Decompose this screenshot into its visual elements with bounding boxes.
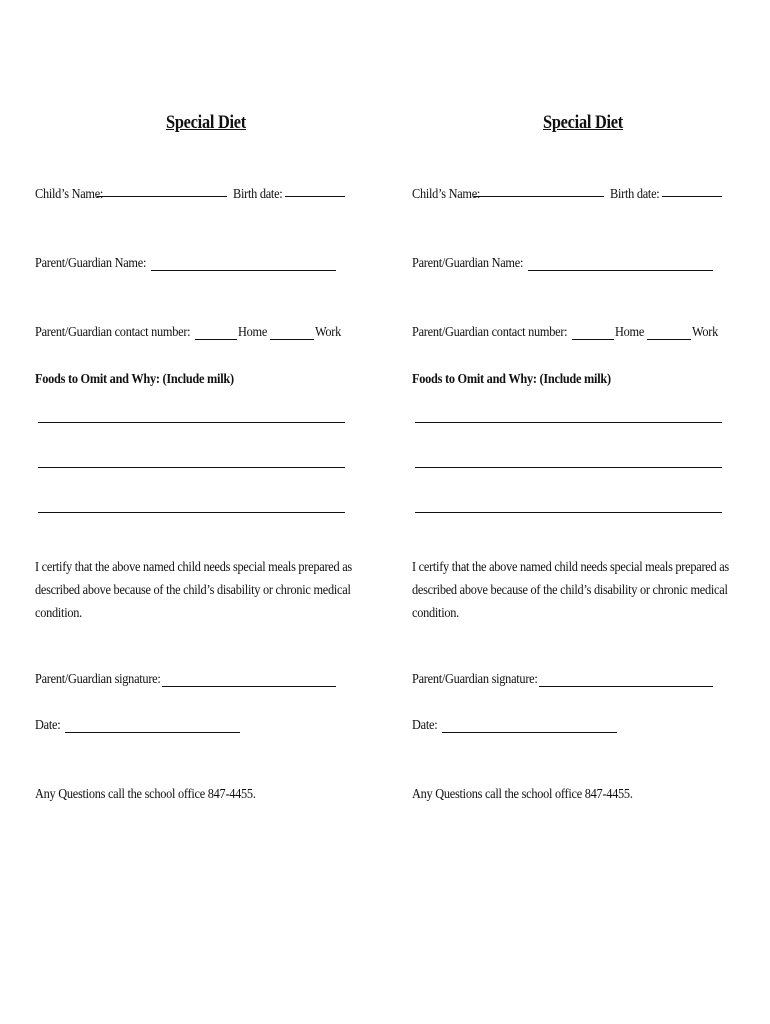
certify-text: I certify that the above named child needs special meals prepared as described above because of the child’s disability or chronic medical condition.: [35, 560, 352, 621]
form-title: Special Diet: [543, 112, 623, 133]
home-number-field[interactable]: [195, 339, 237, 340]
certify-text: I certify that the above named child needs special meals prepared as described above because of the child’s disability or chronic medical condition.: [412, 560, 729, 621]
birth-date-field[interactable]: [285, 196, 345, 197]
signature-label: Parent/Guardian signature:: [412, 672, 538, 687]
certify-paragraph: [412, 556, 742, 625]
parent-name-field[interactable]: [151, 270, 336, 271]
contact-row: [412, 325, 589, 341]
work-label: Work: [315, 325, 342, 340]
childs-name-field[interactable]: [474, 196, 604, 197]
questions-row: [412, 787, 663, 803]
questions-text: Any Questions call the school office 847-4455.: [412, 787, 633, 802]
birth-date-field[interactable]: [662, 196, 722, 197]
parent-name-label: Parent/Guardian Name:: [412, 256, 524, 271]
signature-label: Parent/Guardian signature:: [35, 672, 161, 687]
birth-date-label: Birth date:: [610, 187, 660, 202]
birth-date-row: [610, 187, 666, 203]
childs-name-label: Child’s Name:: [35, 187, 104, 202]
special-diet-form-left: [35, 0, 355, 1024]
date-row: [412, 718, 441, 734]
date-row: [35, 718, 64, 734]
childs-name-label: Child’s Name:: [412, 187, 481, 202]
foods-line-3[interactable]: [38, 512, 345, 513]
foods-line-1[interactable]: [415, 422, 722, 423]
parent-name-row: [412, 256, 538, 272]
childs-name-field[interactable]: [97, 196, 227, 197]
home-label-row: [615, 325, 648, 341]
date-field[interactable]: [442, 732, 617, 733]
work-number-field[interactable]: [270, 339, 314, 340]
foods-line-1[interactable]: [38, 422, 345, 423]
work-number-field[interactable]: [647, 339, 691, 340]
form-title: Special Diet: [166, 112, 246, 133]
foods-label: Foods to Omit and Why: (Include milk): [412, 372, 611, 387]
foods-label: Foods to Omit and Why: (Include milk): [35, 372, 234, 387]
contact-label: Parent/Guardian contact number:: [35, 325, 191, 340]
date-field[interactable]: [65, 732, 240, 733]
date-label: Date:: [35, 718, 61, 733]
date-label: Date:: [412, 718, 438, 733]
contact-row: [35, 325, 212, 341]
foods-line-2[interactable]: [38, 467, 345, 468]
home-number-field[interactable]: [572, 339, 614, 340]
foods-line-2[interactable]: [415, 467, 722, 468]
questions-row: [35, 787, 286, 803]
questions-text: Any Questions call the school office 847-4455.: [35, 787, 256, 802]
parent-name-field[interactable]: [528, 270, 713, 271]
birth-date-row: [233, 187, 289, 203]
foods-line-3[interactable]: [415, 512, 722, 513]
parent-name-label: Parent/Guardian Name:: [35, 256, 147, 271]
parent-name-row: [35, 256, 161, 272]
home-label: Home: [615, 325, 645, 340]
signature-field[interactable]: [162, 686, 336, 687]
work-label-row: [692, 325, 722, 341]
work-label: Work: [692, 325, 719, 340]
signature-row: [412, 672, 555, 688]
foods-row: [412, 372, 638, 388]
birth-date-label: Birth date:: [233, 187, 283, 202]
special-diet-form-right: [412, 0, 732, 1024]
childs-name-row: [35, 187, 112, 203]
signature-row: [35, 672, 178, 688]
contact-label: Parent/Guardian contact number:: [412, 325, 568, 340]
signature-field[interactable]: [539, 686, 713, 687]
childs-name-row: [412, 187, 489, 203]
foods-row: [35, 372, 261, 388]
home-label: Home: [238, 325, 268, 340]
work-label-row: [315, 325, 345, 341]
certify-paragraph: [35, 556, 365, 625]
home-label-row: [238, 325, 271, 341]
